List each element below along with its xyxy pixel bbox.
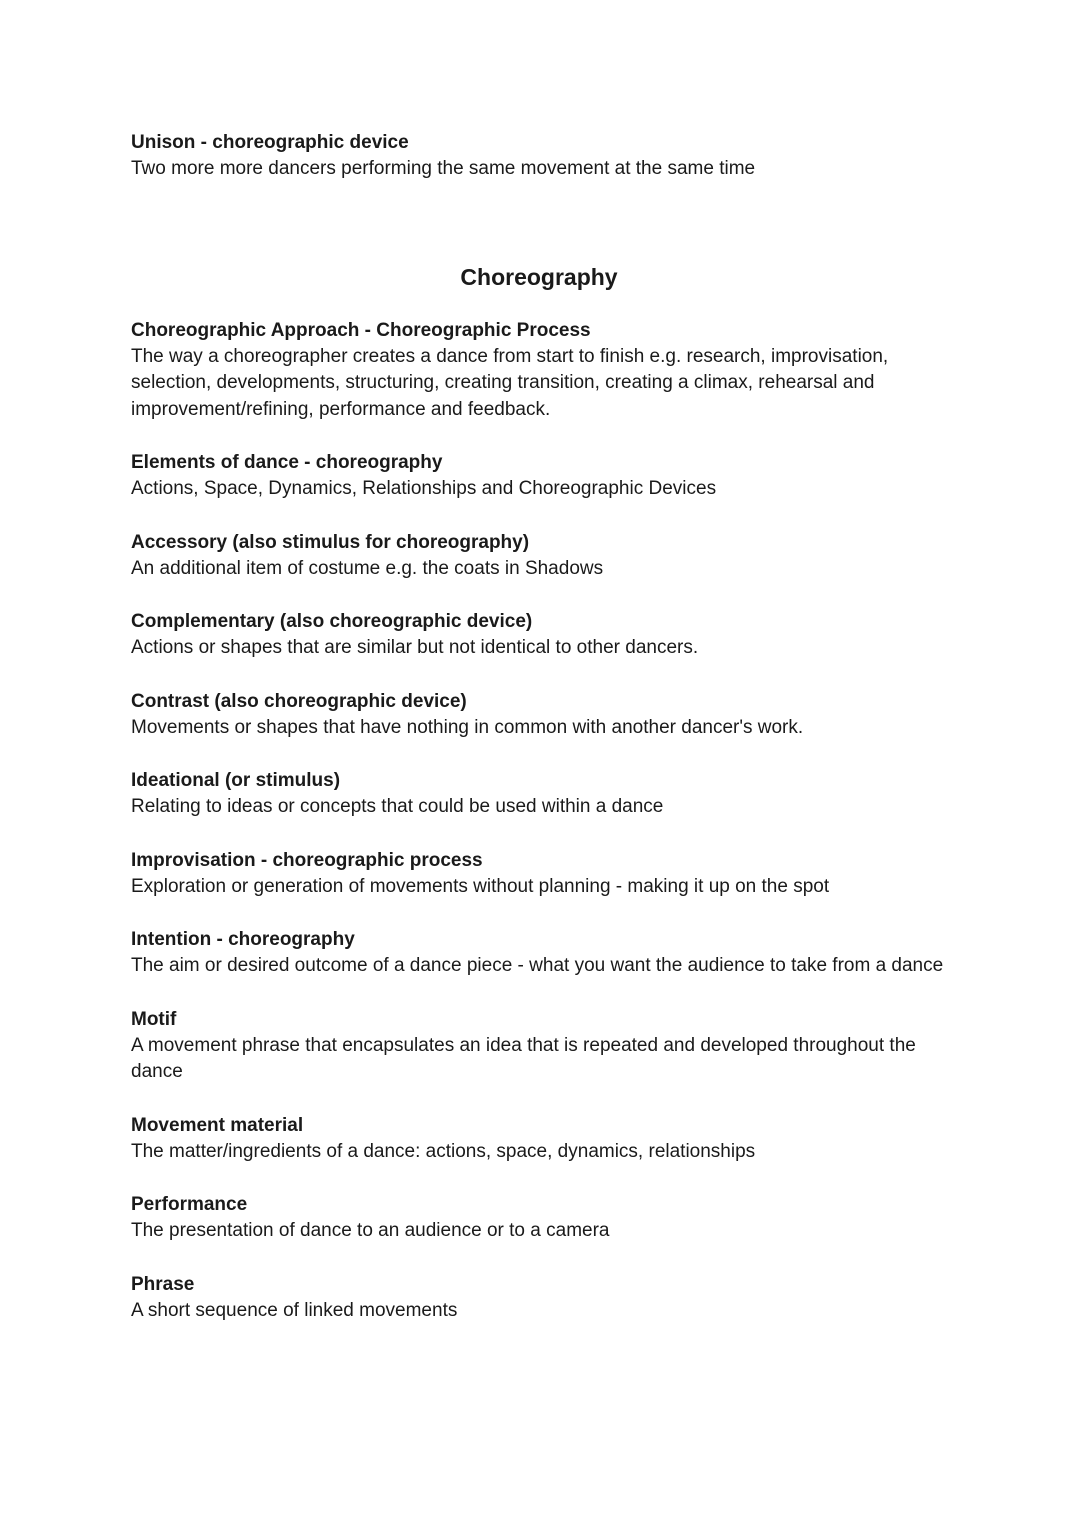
glossary-entry: [131, 927, 951, 980]
glossary-entry: [131, 318, 951, 424]
glossary-entry: [131, 450, 951, 503]
term-title: Accessory (also stimulus for choreography): [131, 531, 530, 553]
term-definition: A short sequence of linked movements: [131, 1299, 458, 1321]
glossary-entry: [131, 1192, 951, 1245]
term-definition: An additional item of costume e.g. the coats in Shadows: [131, 557, 604, 579]
term-definition: A movement phrase that encapsulates an idea that is repeated and developed throughout the dance: [131, 1034, 916, 1082]
term-definition: Two more more dancers performing the same movement at the same time: [131, 158, 756, 179]
term-definition: Movements or shapes that have nothing in common with another dancer's work.: [131, 716, 804, 738]
term-definition: Actions, Space, Dynamics, Relationships and Choreographic Devices: [131, 478, 717, 499]
glossary-entry: [131, 530, 951, 583]
term-title: Contrast (also choreographic device): [131, 690, 467, 712]
term-definition: The presentation of dance to an audience or to a camera: [131, 1220, 610, 1241]
glossary-entry: [131, 848, 951, 901]
term-definition: Actions or shapes that are similar but not identical to other dancers.: [131, 637, 699, 658]
glossary-entry: [131, 768, 951, 821]
term-title: Elements of dance - choreography: [131, 452, 443, 473]
glossary-entry: [131, 1113, 951, 1166]
section-heading: Choreography: [460, 263, 618, 290]
term-title: Unison - choreographic device: [131, 132, 409, 153]
term-title: Motif: [131, 1008, 177, 1030]
term-title: Complementary (also choreographic device): [131, 611, 533, 632]
document-page: [131, 130, 951, 1351]
term-definition: The way a choreographer creates a dance from start to finish e.g. research, improvisation, selection, developments, structuring, creating transition, creating a climax, rehearsal and improvement/refining, performance and feedback.: [131, 345, 889, 420]
term-title: Performance: [131, 1194, 248, 1215]
glossary-entry: [131, 609, 951, 662]
term-definition: Exploration or generation of movements without planning - making it up on the spot: [131, 875, 830, 897]
term-title: Phrase: [131, 1273, 195, 1295]
glossary-entry: [131, 1007, 951, 1086]
term-title: Movement material: [131, 1114, 304, 1136]
term-title: Intention - choreography: [131, 929, 355, 950]
term-definition: The matter/ingredients of a dance: actions, space, dynamics, relationships: [131, 1140, 756, 1162]
term-title: Ideational (or stimulus): [131, 770, 341, 791]
term-title: Choreographic Approach - Choreographic Process: [131, 319, 591, 341]
glossary-entry: [131, 689, 951, 742]
term-definition: The aim or desired outcome of a dance piece - what you want the audience to take from a dance: [131, 955, 944, 976]
term-definition: Relating to ideas or concepts that could be used within a dance: [131, 796, 664, 817]
term-title: Improvisation - choreographic process: [131, 849, 483, 871]
glossary-entry-unison: [131, 130, 951, 183]
glossary-entry: [131, 1272, 951, 1325]
